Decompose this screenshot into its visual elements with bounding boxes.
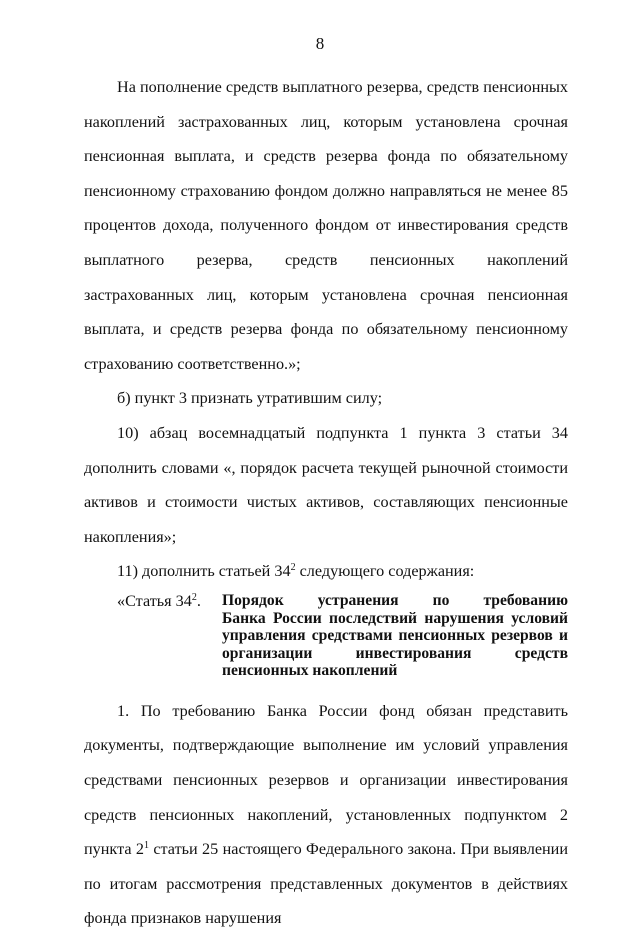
article-label-suffix: . — [196, 591, 201, 610]
clause1-part2: статьи 25 настоящего Федерального закона. При выявлении по итогам рассмотрения представленных документов в действиях фонда признаков нарушения — [84, 840, 568, 928]
article-label — [84, 592, 222, 680]
item11-suffix: следующего содержания: — [295, 562, 475, 581]
paragraph-clause-1 — [84, 694, 568, 936]
clause1-part1: 1. По требованию Банка России фонд обязан представить документы, подтверждающие выполнение им условий управления средствами пенсионных резервов и организации инвестирования средств пенсионных накоплений, установленных подпунктом 2 пункта 2 — [84, 701, 568, 859]
article-title-line: организации инвестирования средств — [222, 644, 568, 662]
item11-superscript: 2 — [290, 562, 296, 574]
article-title-line: Банка России последствий нарушения условий — [222, 609, 568, 627]
clause1-superscript: 1 — [143, 840, 149, 852]
article-title-line: пенсионных накоплений — [222, 662, 398, 680]
paragraph-item-10: 10) абзац восемнадцатый подпункта 1 пункта 3 статьи 34 дополнить словами «, порядок расчета текущей рыночной стоимости активов и стоимости чистых активов, составляющих пенсионные накопления»; — [84, 423, 568, 546]
article-label-prefix: «Статья 34 — [117, 591, 192, 610]
document-body — [84, 70, 568, 936]
article-title-line: управления средствами пенсионных резервов и — [222, 627, 568, 645]
article-title-line: Порядок устранения по требованию — [222, 591, 568, 609]
article-label-superscript: 2 — [191, 591, 197, 603]
paragraph-reserve-replenishment: На пополнение средств выплатного резерва, средств пенсионных накоплений застрахованных лиц, которым установлена срочная пенсионная выплата, и средств резерва фонда по обязательному пенсионному страхованию фондом должно направляться не менее 85 процентов дохода, полученного фондом от инвестирования средств выплатного резерва, средств пенсионных накоплений застрахованных лиц, которым установлена срочная пенсионная выплата, и средств резерва фонда по обязательному пенсионному страхованию соответственно.»; — [84, 78, 568, 373]
article-title — [222, 592, 568, 680]
article-heading — [84, 592, 568, 680]
paragraph-item-11 — [84, 554, 568, 589]
page-number: 8 — [315, 34, 325, 53]
item11-prefix: 11) дополнить статьей 34 — [117, 562, 291, 581]
paragraph-item-b: б) пункт 3 признать утратившим силу; — [117, 389, 383, 408]
